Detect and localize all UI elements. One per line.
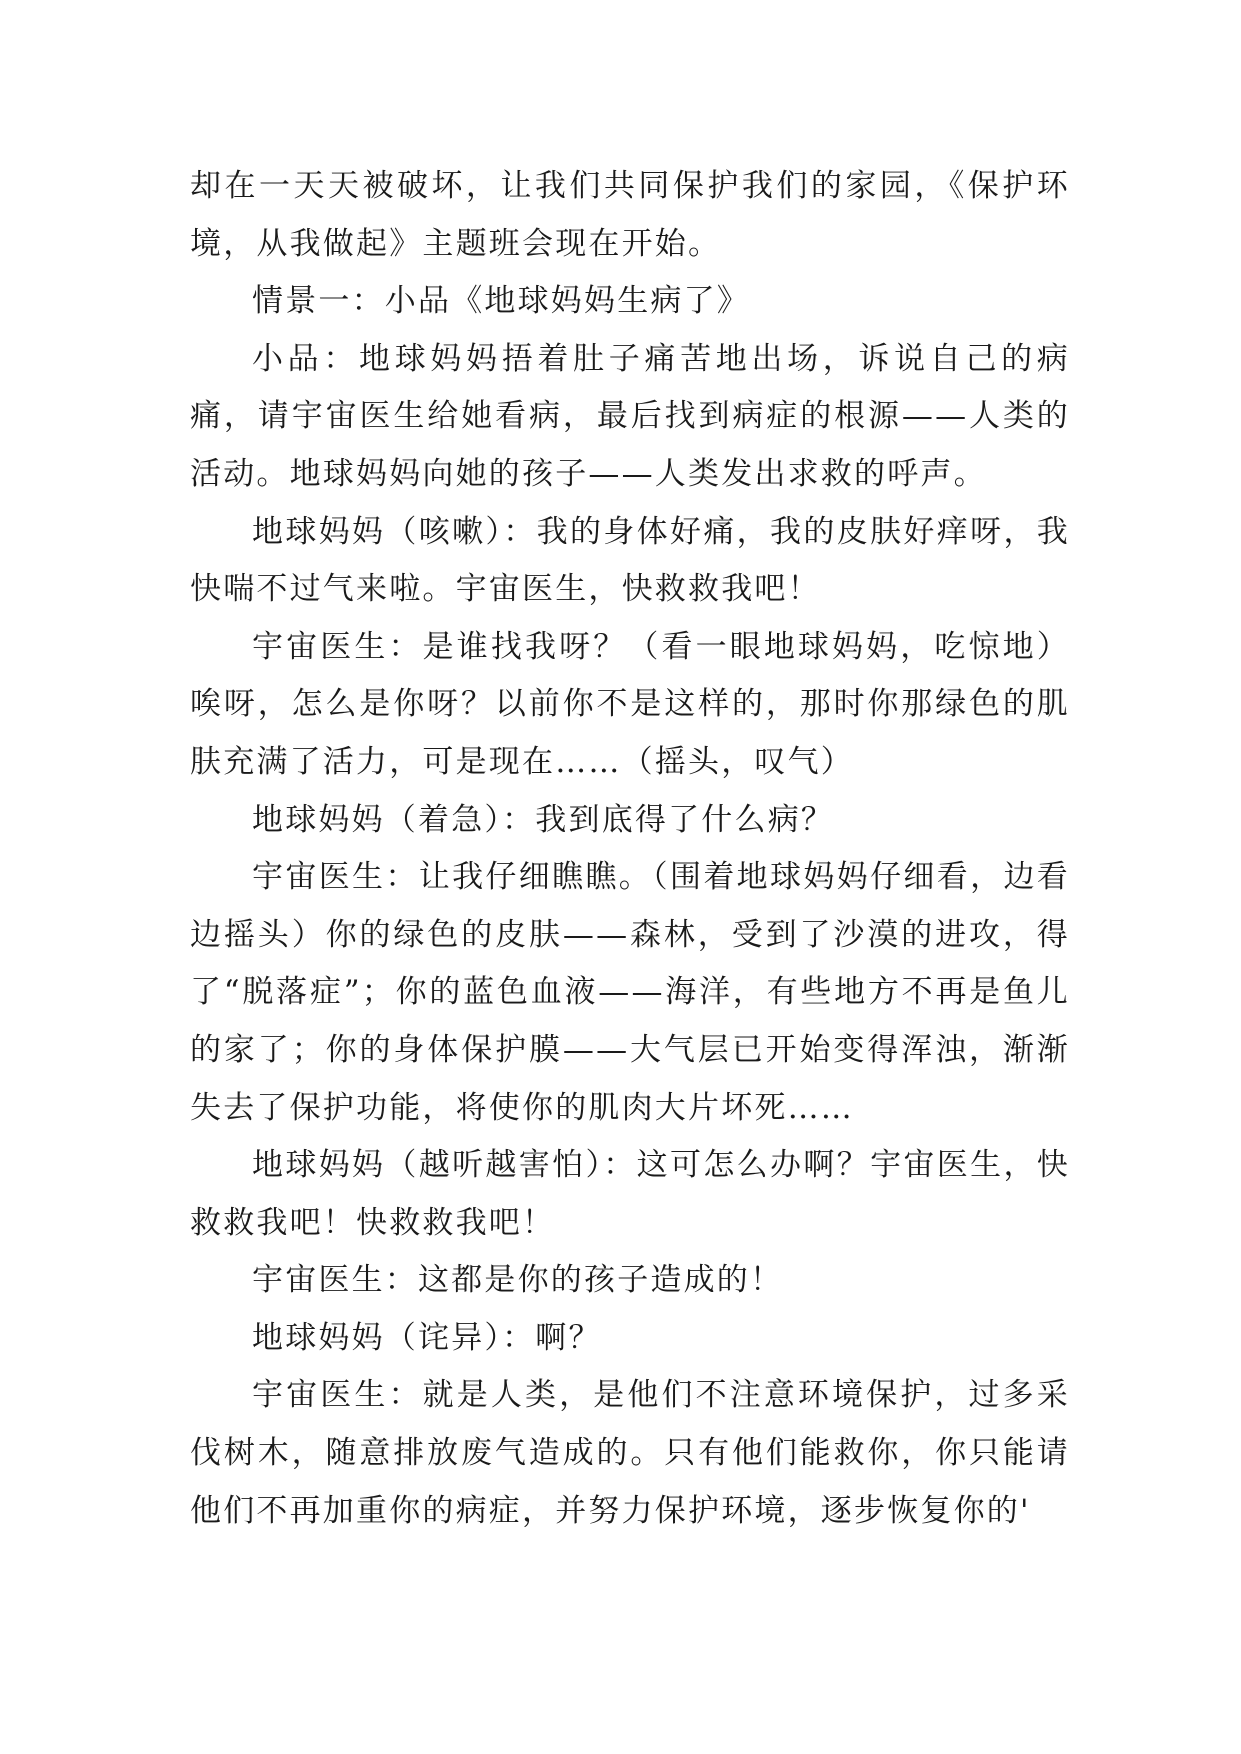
paragraph-4: 地球妈妈（咳嗽）：我的身体好痛，我的皮肤好痒呀，我快喘不过气来啦。宇宙医生，快救救我吧！ [190, 513, 1070, 608]
paragraph-7: 宇宙医生：让我仔细瞧瞧。（围着地球妈妈仔细看，边看边摇头）你的绿色的皮肤——森林，受到了沙漠的进攻，得了“脱落症”；你的蓝色血液——海洋，有些地方不再是鱼儿的家了；你的身体保护膜——大气层已开始变得浑浊，渐渐失去了保护功能，将使你的肌肉大片坏死…… [190, 859, 1070, 1126]
paragraph-9: 宇宙医生：这都是你的孩子造成的！ [252, 1262, 784, 1299]
paragraph-1: 却在一天天被破坏，让我们共同保护我们的家园，《保护环境，从我做起》主题班会现在开始。 [190, 168, 1070, 262]
paragraph-2: 情景一：小品《地球妈妈生病了》 [252, 283, 750, 320]
document-body [190, 158, 1070, 1540]
paragraph-8: 地球妈妈（越听越害怕）：这可怎么办啊？宇宙医生，快救救我吧！快救救我吧！ [190, 1147, 1070, 1241]
paragraph-6: 地球妈妈（着急）：我到底得了什么病？ [252, 801, 835, 838]
paragraph-11: 宇宙医生：就是人类，是他们不注意环境保护，过多采伐树木，随意排放废气造成的。只有他们能救你，你只能请他们不再加重你的病症，并努力保护环境，逐步恢复你的' [190, 1377, 1070, 1529]
paragraph-5: 宇宙医生：是谁找我呀？（看一眼地球妈妈，吃惊地）唉呀，怎么是你呀？以前你不是这样的，那时你那绿色的肌肤充满了活力，可是现在……（摇头，叹气） [190, 628, 1070, 780]
paragraph-10: 地球妈妈（诧异）：啊？ [252, 1319, 602, 1356]
paragraph-3: 小品：地球妈妈捂着肚子痛苦地出场，诉说自己的病痛，请宇宙医生给她看病，最后找到病症的根源——人类的活动。地球妈妈向她的孩子——人类发出求救的呼声。 [190, 340, 1070, 492]
